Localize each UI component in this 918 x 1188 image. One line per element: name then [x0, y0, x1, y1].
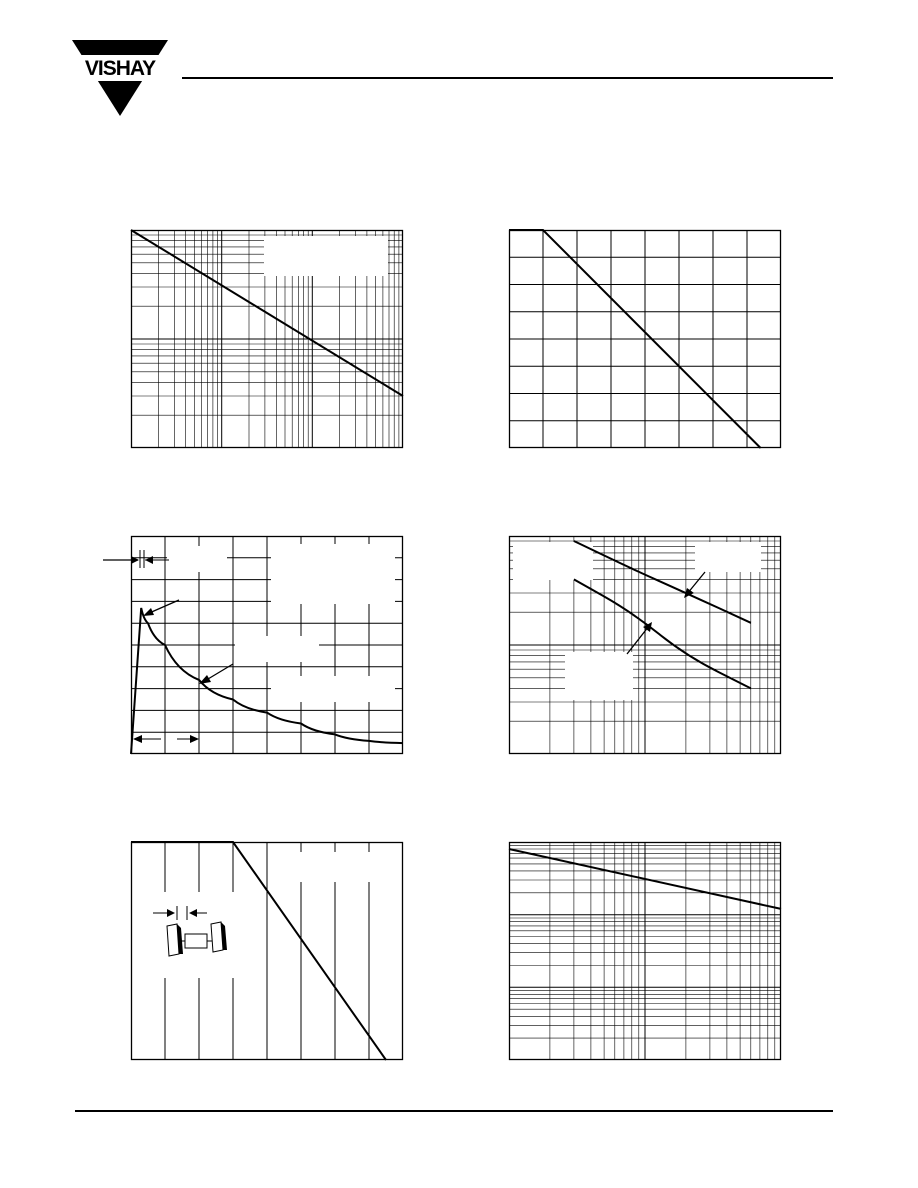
time-span-marker — [133, 735, 199, 743]
chart-3 — [131, 536, 403, 754]
chart-2-plot — [509, 230, 781, 448]
chart-1 — [131, 230, 403, 448]
chart-1-plot — [131, 230, 403, 448]
chart-6-plot — [509, 842, 781, 1060]
header-rule — [182, 77, 833, 79]
chart-4-plot — [509, 536, 781, 754]
logo-wordmark: VISHAY — [84, 57, 156, 80]
chart-5 — [131, 842, 403, 1060]
chart-2 — [509, 230, 781, 448]
chart-4 — [509, 536, 781, 754]
chart-5-plot — [131, 842, 403, 1060]
chart-6 — [509, 842, 781, 1060]
vishay-logo — [72, 36, 168, 118]
peak-arrow — [143, 600, 179, 616]
chart-3-plot — [131, 536, 403, 754]
right-pad-icon — [211, 922, 227, 952]
pulse-width-marker — [103, 550, 169, 568]
upper-curve-arrow — [684, 572, 705, 598]
lower-curve-arrow — [627, 622, 652, 654]
footer-rule — [75, 1110, 833, 1112]
left-pad-icon — [167, 924, 183, 956]
